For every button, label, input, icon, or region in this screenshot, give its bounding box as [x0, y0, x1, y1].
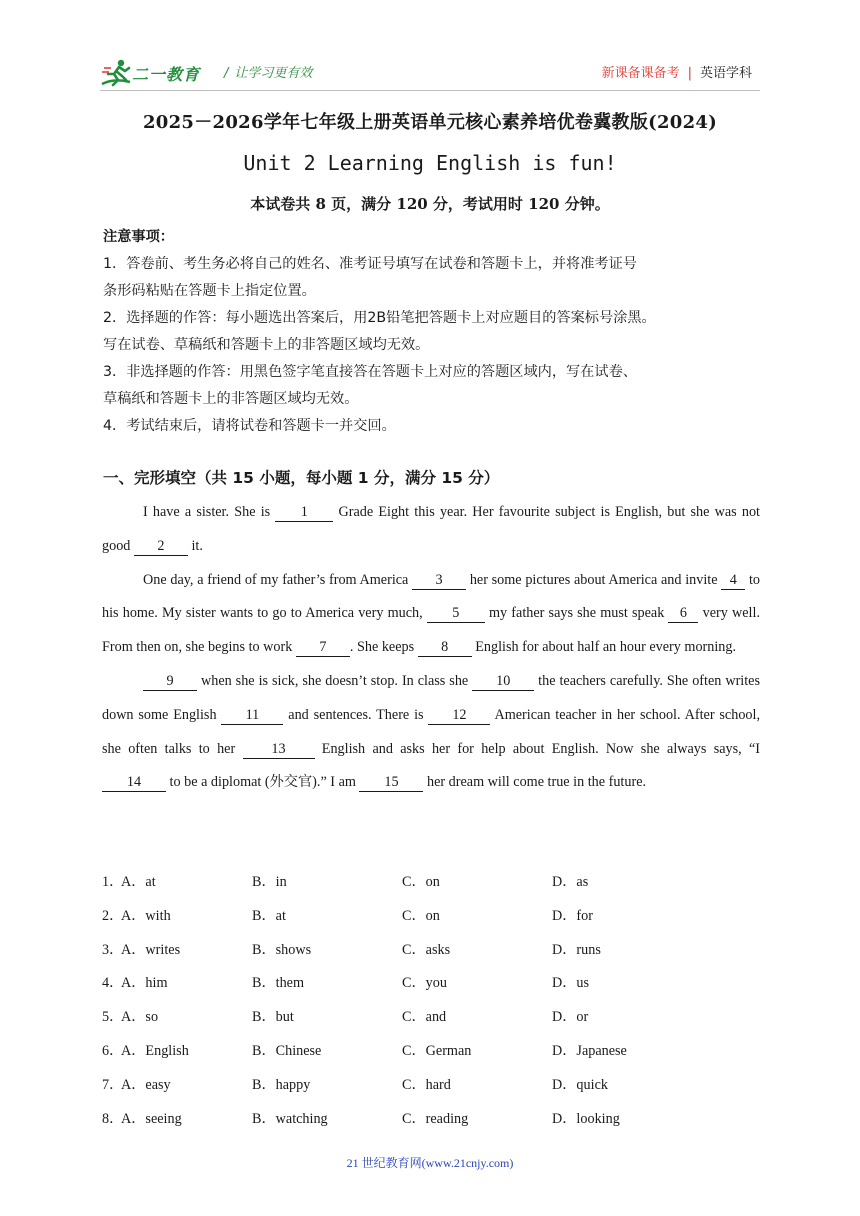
question-number: 4．: [102, 975, 124, 992]
passage-text: the teachers carefully. She often writes down some English: [102, 672, 760, 723]
passage-text: English and asks her for help about English. Now she always says, “I: [314, 740, 761, 757]
question-number: 3．: [102, 941, 124, 958]
option-b[interactable]: B．happy: [252, 1076, 311, 1093]
passage-text: One day, a friend of my father’s from America: [143, 571, 413, 588]
passage-paragraph: [102, 564, 760, 665]
passage-paragraph: [102, 496, 760, 564]
option-c[interactable]: C．and: [402, 1009, 447, 1026]
blank-12: 12: [428, 706, 490, 725]
question-number: 1．: [102, 874, 124, 890]
passage-text: to be a diplomat (外交官).” I am: [166, 774, 360, 791]
blank-8: 8: [418, 638, 472, 657]
question-row: [102, 966, 762, 1000]
option-c[interactable]: C．on: [402, 907, 440, 924]
option-c[interactable]: C．on: [402, 874, 440, 890]
option-c[interactable]: C．asks: [402, 941, 451, 958]
option-c[interactable]: C．hard: [402, 1076, 451, 1093]
passage-text: to his home. My sister wants to go to America very much,: [102, 571, 760, 622]
option-a[interactable]: A．at: [121, 874, 156, 890]
passage-text: her dream will come true in the future.: [423, 774, 647, 791]
blank-10: 10: [472, 672, 534, 691]
cloze-passage: [102, 496, 760, 800]
notice-line: 4．考试结束后，请将试卷和答题卡一并交回。: [103, 418, 396, 434]
notice-line: 2．选择题的作答：每小题选出答案后，用2B铅笔把答题卡上对应题目的答案标号涂黑。: [103, 310, 656, 326]
notice-heading: 注意事项：: [103, 229, 174, 245]
blank-1: 1: [275, 503, 333, 522]
options-list: [102, 865, 762, 1135]
blank-9: 9: [143, 672, 197, 691]
question-number: 8．: [102, 1110, 124, 1127]
passage-paragraph: [102, 665, 760, 800]
slash-divider: /: [224, 66, 229, 81]
blank-11: 11: [221, 706, 283, 725]
blank-15: 15: [359, 773, 423, 792]
option-d[interactable]: D．us: [552, 975, 590, 992]
blank-7: 7: [296, 638, 350, 657]
option-d[interactable]: D．looking: [552, 1110, 620, 1127]
exam-info: 本试卷共 8 页，满分 120 分，考试用时 120 分钟。: [250, 195, 610, 213]
blank-6: 6: [668, 604, 698, 623]
option-b[interactable]: B．in: [252, 874, 287, 890]
question-number: 6．: [102, 1042, 124, 1059]
passage-text: American teacher in her school. After school, she often talks to her: [102, 706, 761, 757]
option-c[interactable]: C．you: [402, 975, 447, 992]
blank-13: 13: [243, 740, 315, 759]
option-d[interactable]: D．runs: [552, 941, 601, 958]
option-a[interactable]: A．writes: [121, 941, 181, 958]
option-b[interactable]: B．but: [252, 1009, 294, 1026]
option-b[interactable]: B．them: [252, 975, 305, 992]
option-a[interactable]: A．easy: [121, 1076, 171, 1093]
header-right-tag: 新课备课备考: [601, 66, 680, 81]
header-right: [602, 62, 752, 81]
option-a[interactable]: A．so: [121, 1009, 159, 1026]
question-number: 5．: [102, 1009, 124, 1026]
option-b[interactable]: B．at: [252, 907, 286, 924]
notice-block: [103, 224, 763, 440]
option-b[interactable]: B．shows: [252, 941, 312, 958]
header-divider: [100, 90, 760, 91]
notice-line: 1．答卷前、考生务必将自己的姓名、准考证号填写在试卷和答题卡上，并将准考证号: [103, 256, 637, 272]
question-row: [102, 899, 762, 933]
question-row: [102, 1068, 762, 1102]
question-row: [102, 1102, 762, 1136]
option-d[interactable]: D．or: [552, 1009, 589, 1026]
page-header: [100, 58, 760, 88]
question-row: [102, 1034, 762, 1068]
notice-line: 写在试卷、草稿纸和答题卡上的非答题区域均无效。: [103, 337, 430, 353]
option-a[interactable]: A．him: [121, 975, 168, 992]
option-d[interactable]: D．as: [552, 874, 589, 890]
slogan-text: 让学习更有效: [234, 66, 313, 81]
option-a[interactable]: A．seeing: [121, 1110, 182, 1127]
section-title: 一、完形填空（共 15 小题，每小题 1 分，满分 15 分）: [103, 469, 500, 487]
passage-text: . She keeps: [349, 639, 418, 656]
passage-text: my father says she must speak: [484, 605, 669, 622]
question-row: [102, 933, 762, 967]
question-number: 7．: [102, 1076, 124, 1093]
option-b[interactable]: B．watching: [252, 1110, 328, 1127]
passage-text: Grade Eight this year. Her favourite subject is English, but she was not good: [102, 504, 760, 554]
passage-text: her some pictures about America and invite: [466, 571, 722, 588]
passage-text: English for about half an hour every morning.: [471, 639, 737, 656]
page-footer[interactable]: 21 世纪教育网(www.21cnjy.com): [346, 1156, 514, 1170]
question-row: [102, 865, 762, 899]
runner-logo-icon: [100, 58, 134, 88]
notice-line: 3．非选择题的作答：用黑色签字笔直接答在答题卡上对应的答题区域内，写在试卷、: [103, 364, 637, 380]
option-d[interactable]: D．for: [552, 907, 593, 924]
passage-text: it.: [187, 537, 203, 554]
option-b[interactable]: B．Chinese: [252, 1042, 322, 1059]
blank-2: 2: [134, 537, 188, 556]
option-a[interactable]: A．English: [121, 1042, 189, 1059]
notice-line: 条形码粘贴在答题卡上指定位置。: [103, 283, 316, 299]
option-d[interactable]: D．quick: [552, 1076, 608, 1093]
option-c[interactable]: C．German: [402, 1042, 472, 1059]
page-title: 2025－2026学年七年级上册英语单元核心素养培优卷冀教版(2024): [142, 112, 718, 133]
question-row: [102, 1000, 762, 1034]
passage-text: I have a sister. She is: [143, 504, 276, 520]
option-c[interactable]: C．reading: [402, 1110, 469, 1127]
notice-line: 草稿纸和答题卡上的非答题区域均无效。: [103, 391, 359, 407]
header-separator: |: [687, 66, 692, 81]
unit-subtitle: Unit 2 Learning English is fun!: [243, 151, 617, 175]
option-d[interactable]: D．Japanese: [552, 1042, 627, 1059]
blank-4: 4: [721, 571, 745, 590]
logo-text: 二一教育: [132, 65, 201, 84]
blank-14: 14: [102, 773, 166, 792]
blank-3: 3: [412, 571, 466, 590]
blank-5: 5: [427, 604, 485, 623]
passage-text: very well. From then on, she begins to work: [102, 605, 760, 656]
logo: [100, 58, 212, 88]
slogan: [224, 62, 312, 81]
question-number: 2．: [102, 907, 124, 924]
header-subject: 英语学科: [699, 66, 752, 81]
passage-text: and sentences. There is: [283, 706, 429, 723]
option-a[interactable]: A．with: [121, 907, 171, 924]
passage-text: when she is sick, she doesn’t stop. In class she: [197, 672, 473, 689]
